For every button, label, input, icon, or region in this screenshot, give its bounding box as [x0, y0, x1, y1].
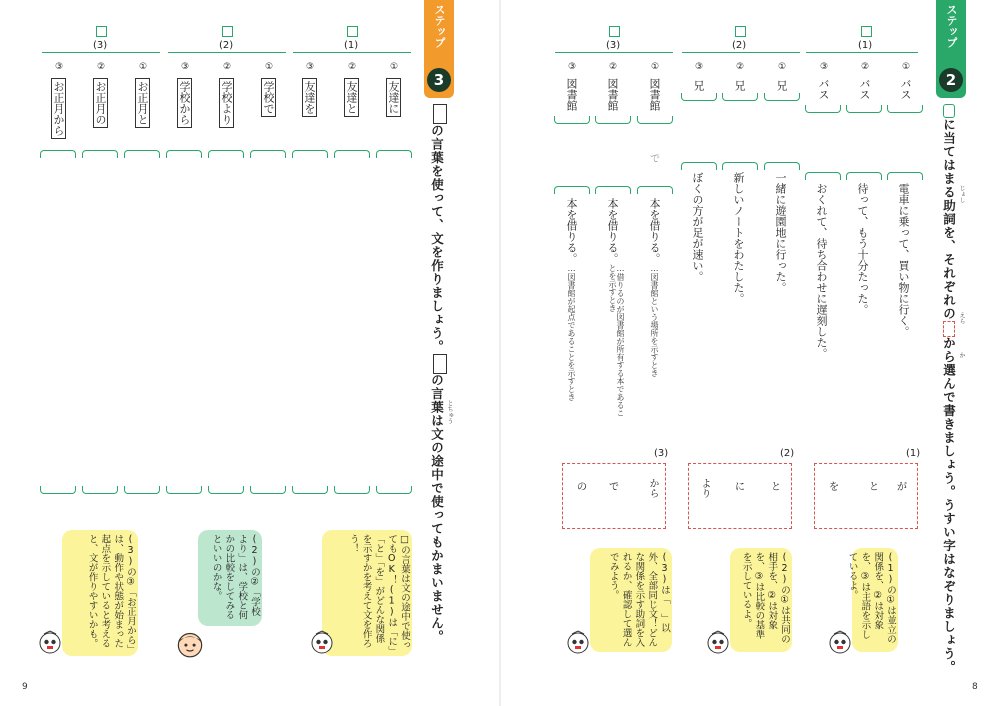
square-icon — [433, 104, 447, 124]
ruby-era: えら — [958, 312, 965, 324]
question-label: (1) — [858, 40, 873, 51]
given-word: 友達と — [344, 78, 359, 117]
answer-blank[interactable] — [764, 162, 800, 170]
item-number: ② — [96, 62, 106, 72]
choice-box — [562, 463, 666, 529]
given-word: 学校から — [177, 78, 192, 128]
choice-word[interactable]: から — [647, 478, 658, 498]
answer-blank[interactable] — [681, 162, 717, 170]
subject-word: 兄 — [775, 80, 788, 91]
robot-mascot-icon — [828, 630, 852, 654]
ruby-tochu: とちゅう — [446, 400, 453, 424]
robot-mascot-icon — [310, 630, 334, 654]
choice-word[interactable]: に — [735, 482, 745, 493]
question-label: (3) — [93, 40, 108, 51]
item-number: ① — [777, 62, 787, 72]
answer-blank[interactable] — [805, 172, 841, 180]
answer-top — [805, 105, 841, 113]
square-icon — [433, 354, 447, 374]
group-rule — [682, 52, 800, 53]
question-label: (1) — [344, 40, 359, 51]
hint-note: (2)の①は共同の相手を、②は対象を、③は比較の基準を示しているよ。 — [730, 548, 792, 652]
step2-instruction: に当てはまる助詞を、それぞれのから選んで書きましょう。うすい字はなぞりましょう。 — [942, 104, 955, 674]
step3-tab — [424, 0, 454, 98]
item-number: ① — [389, 62, 399, 72]
robot-mascot-icon — [38, 630, 62, 654]
step2-tab-label: ステップ — [945, 4, 958, 48]
answer-blank[interactable] — [846, 172, 882, 180]
choice-label: (1) — [906, 448, 921, 459]
usage-note: …図書館という場所を示すとき — [650, 264, 659, 377]
given-word: お正月の — [93, 78, 108, 128]
choice-box — [814, 463, 918, 529]
answer-blank[interactable] — [887, 172, 923, 180]
answer-top — [887, 105, 923, 113]
item-number: ③ — [305, 62, 315, 72]
given-word: お正月と — [135, 78, 150, 128]
page-number-right: 8 — [972, 682, 978, 692]
hint-note: (1)の①は並立の関係を、②は対象を、③は主語を示しているよ。 — [852, 548, 898, 652]
given-word: お正月から — [51, 78, 66, 139]
answer-top — [554, 116, 590, 124]
robot-mascot-icon — [706, 630, 730, 654]
subject-word: 兄 — [692, 80, 705, 91]
sentence: 本を借りる。 — [606, 198, 619, 264]
question-label: (2) — [732, 40, 747, 51]
boy-face-icon — [176, 630, 204, 658]
usage-note: …図書館が起点であることを示すとき — [567, 264, 576, 401]
subject-word: バス — [858, 78, 871, 100]
item-number: ③ — [567, 62, 577, 72]
question-label: (3) — [606, 40, 621, 51]
question-label: (2) — [219, 40, 234, 51]
item-number: ① — [264, 62, 274, 72]
step2-tab-number: 2 — [939, 68, 963, 92]
item-number: ① — [650, 62, 660, 72]
page-number-left: 9 — [22, 682, 28, 692]
subject-word: 図書館 — [565, 78, 578, 111]
subject-word: バス — [817, 78, 830, 100]
item-number: ② — [735, 62, 745, 72]
sentence: おくれて、待ち合わせに遅刻した。 — [815, 183, 828, 359]
group-rule — [806, 52, 918, 53]
step3-tab-number: 3 — [427, 68, 451, 92]
ruby-ka: か — [958, 352, 965, 358]
sentence: 本を借りる。 — [565, 198, 578, 264]
answer-blank[interactable] — [595, 186, 631, 194]
choice-label: (2) — [780, 448, 795, 459]
group-rule — [42, 52, 160, 53]
sentence: 本を借りる。 — [648, 198, 661, 264]
given-word: 友達に — [386, 78, 401, 117]
answer-top — [637, 116, 673, 124]
dashed-box-icon — [943, 321, 955, 337]
checkbox[interactable] — [861, 26, 872, 37]
group-rule — [555, 52, 673, 53]
choice-word[interactable]: を — [829, 482, 839, 493]
item-number: ② — [222, 62, 232, 72]
usage-note: …借りるのが図書館が所有する本であることを示すとき — [608, 264, 625, 417]
item-number: ① — [901, 62, 911, 72]
answer-top — [722, 93, 758, 101]
item-number: ③ — [180, 62, 190, 72]
bracket-icon — [943, 104, 955, 118]
hint-note: □の言葉は文の途中で使ってもOK！(1)は「に」「と」「を」がどんな関係を示すかを考えて文を作ろう！ — [322, 530, 412, 656]
step3-instruction: の言葉を使って、文を作りましょう。の言葉は文の途中で使ってもかまいません。 — [430, 104, 447, 644]
checkbox[interactable] — [96, 26, 107, 37]
choice-word[interactable]: で — [609, 482, 619, 493]
answer-top — [846, 105, 882, 113]
item-number: ③ — [694, 62, 704, 72]
item-number: ② — [608, 62, 618, 72]
checkbox[interactable] — [609, 26, 620, 37]
answer-top — [764, 93, 800, 101]
item-number: ① — [138, 62, 148, 72]
choice-word[interactable]: と — [869, 482, 879, 493]
sentence: 待って、もう十分たった。 — [856, 183, 869, 315]
item-number: ③ — [819, 62, 829, 72]
choice-box — [688, 463, 792, 529]
page-gutter — [499, 0, 501, 706]
item-number: ② — [347, 62, 357, 72]
given-word: 学校より — [219, 78, 234, 128]
answer-top — [681, 93, 717, 101]
hint-note: (3)の③「お正月から」は、動作や状態が始まった起点を示していると考えると、文が作りやすいかも。 — [62, 530, 138, 656]
checkbox[interactable] — [222, 26, 233, 37]
checkbox[interactable] — [735, 26, 746, 37]
traced-answer: で — [650, 154, 660, 165]
subject-word: 兄 — [733, 80, 746, 91]
sentence: 一緒に遊園地に行った。 — [774, 172, 787, 293]
answer-blank[interactable] — [637, 186, 673, 194]
subject-word: 図書館 — [648, 78, 661, 111]
answer-top — [595, 116, 631, 124]
ruby-jyoshi: じょし — [958, 185, 965, 203]
subject-word: 図書館 — [606, 78, 619, 111]
group-rule — [168, 52, 286, 53]
sentence: 電車に乗って、買い物に行く。 — [897, 183, 910, 337]
checkbox[interactable] — [347, 26, 358, 37]
given-word: 友達を — [302, 78, 317, 117]
hint-note: (3)は「 」以外、全部同じ文！どんな関係を示す助詞を入れるか、確認して選んでみよう。 — [590, 548, 672, 652]
choice-label: (3) — [654, 448, 669, 459]
sentence: ぼくの方が足が速い。 — [691, 172, 704, 282]
choice-word[interactable]: が — [897, 482, 907, 493]
robot-mascot-icon — [566, 630, 590, 654]
item-number: ② — [860, 62, 870, 72]
step3-tab-label: ステップ — [433, 4, 446, 48]
choice-word[interactable]: の — [577, 482, 587, 493]
answer-blank[interactable] — [722, 162, 758, 170]
step2-tab — [936, 0, 966, 98]
item-number: ③ — [54, 62, 64, 72]
subject-word: バス — [899, 78, 912, 100]
given-word: 学校で — [261, 78, 276, 117]
group-rule — [293, 52, 411, 53]
hint-note: (2)の②「学校より」は、学校と何かの比較をしてみるといいのかな。 — [198, 530, 262, 626]
choice-word[interactable]: と — [771, 482, 781, 493]
answer-blank[interactable] — [554, 186, 590, 194]
choice-word[interactable]: より — [699, 478, 710, 498]
sentence: 新しいノートをわたした。 — [732, 172, 745, 304]
